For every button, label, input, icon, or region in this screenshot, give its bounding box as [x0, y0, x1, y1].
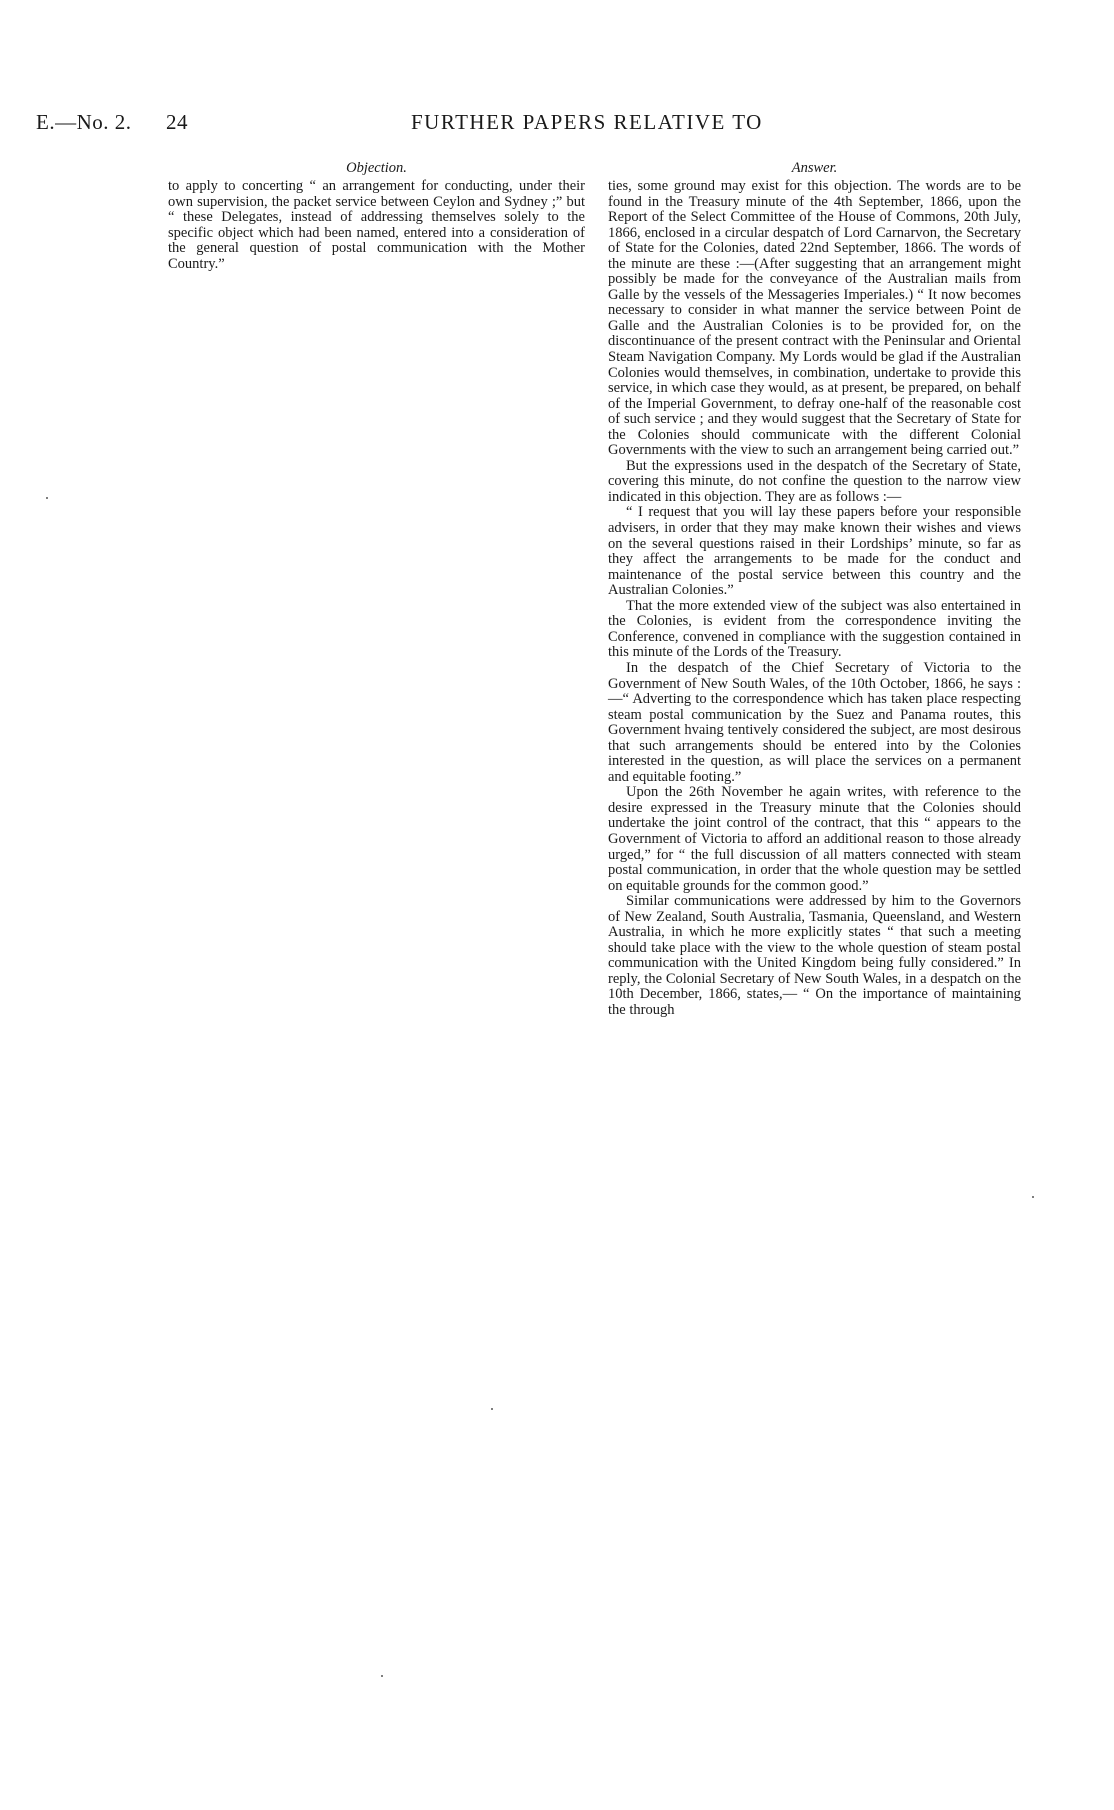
- answer-paragraph-4: That the more extended view of the subject was also entertained in the Colonies, is evident from the correspondence inviting the Conference, convened in compliance with the suggestion contained in this minute of the Lords of the Treasury.: [608, 597, 1021, 661]
- objection-text: to apply to concerting “ an arrangement for conducting, under their own supervision, the packet service between Ceylon and Sydney ;” but “ these Delegates, instead of addressing themselves solely to the specific object which had been named, entered into a consideration of the general question of postal communication with the Mother Country.”: [168, 178, 585, 272]
- objection-column: [168, 160, 585, 272]
- answer-heading: Answer.: [791, 160, 838, 176]
- running-title: FURTHER PAPERS RELATIVE TO: [411, 110, 763, 134]
- paper-speck: [381, 1675, 383, 1677]
- page-header: [36, 110, 1036, 140]
- paper-speck: [491, 1408, 493, 1410]
- answer-paragraph-6: Upon the 26th November he again writes, with reference to the desire expressed in the Treasury minute that the Colonies should undertake the joint control of the contract, that this “ appears to the Government of Victoria to afford an additional reason to those already urged,” for “ the full discussion of all matters connected with steam postal communication, in order that the whole question may be settled on equitable grounds for the common good.”: [608, 784, 1021, 894]
- objection-heading: Objection.: [346, 160, 407, 176]
- answer-paragraph-5: In the despatch of the Chief Secretary of Victoria to the Government of New South Wales, of the 10th October, 1866, he says :—“ Adverting to the correspondence which has taken place respecting steam postal communication by the Suez and Panama routes, this Government hvaing tentively considered the subject, are most desirous that such arrangements should be entered into by the Colonies interested in the question, as will place the services on a permanent and equitable footing.”: [608, 659, 1021, 785]
- answer-paragraph-3: “ I request that you will lay these papers before your responsible advisers, in order that they may make known their wishes and views on the several questions raised in their Lordships’ minute, so far as they affect the arrangements to be made for the conduct and maintenance of the postal service between this country and the Australian Colonies.”: [608, 504, 1021, 599]
- answer-paragraph-7: Similar communications were addressed by him to the Governors of New Zealand, South Australia, Tasmania, Queensland, and Western Australia, in which he more explicitly states “ that such a meeting should take place with the view to the whole question of steam postal communication with the United Kingdom being fully considered.” In reply, the Colonial Secretary of New South Wales, in a despatch on the 10th December, 1866, states,— “ On the importance of maintaining the through: [608, 893, 1021, 1018]
- answer-column: [608, 160, 1021, 1019]
- answer-paragraph-2: But the expressions used in the despatch of the Secretary of State, covering this minute, do not confine the question to the narrow view indicated in this objection. They are as follows :—: [608, 457, 1021, 505]
- answer-paragraph-1: ties, some ground may exist for this objection. The words are to be found in the Treasury minute of the 4th September, 1866, upon the Report of the Select Committee of the House of Commons, 20th July, 1866, enclosed in a circular despatch of Lord Carnarvon, the Secretary of State for the Colonies, dated 22nd September, 1866. The words of the minute are these :—(After suggesting that an arrangement might possibly be made for the conveyance of the Australian mails from Galle by the vessels of the Messageries Imperiales.) “ It now becomes necessary to consider in what manner the service between Point de Galle and the Australian Colonies is to be provided for, on the discontinuance of the present contract with the Peninsular and Oriental Steam Navigation Company. My Lords would be glad if the Australian Colonies would themselves, in combination, undertake to provide this service, in which case they would, as at present, be prepared, on behalf of the Imperial Government, to defray one-half of the reasonable cost of such service ; and they would suggest that the Secretary of State for the Colonies should communicate with the different Colonial Governments with the view to such an arrangement being carried out.”: [608, 178, 1021, 459]
- page-number: 24: [166, 110, 188, 134]
- paper-speck: [46, 497, 48, 499]
- paper-speck: [1032, 1196, 1034, 1198]
- paper-reference: E.—No. 2.: [36, 110, 132, 134]
